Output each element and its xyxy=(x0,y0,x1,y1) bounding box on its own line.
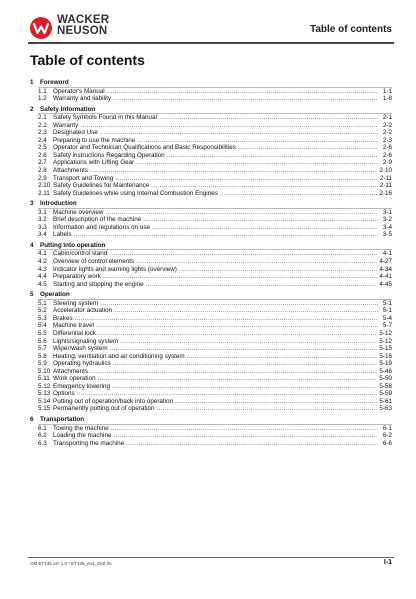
dot-leader xyxy=(167,152,378,160)
entry-number: 5.7 xyxy=(38,345,47,353)
entry-page-number: 5-15 xyxy=(379,345,392,353)
entry-number: 5.4 xyxy=(38,322,47,330)
toc-entry[interactable] xyxy=(38,315,392,323)
entry-number: 3.4 xyxy=(38,231,47,239)
entry-number: 5.5 xyxy=(38,329,47,337)
entry-page-number: 5-61 xyxy=(379,397,392,405)
toc-entry-list xyxy=(38,424,392,448)
entry-page-number: 2-1 xyxy=(382,114,392,122)
toc-entry[interactable] xyxy=(38,88,392,96)
entry-page-number: 4-45 xyxy=(379,280,392,288)
entry-page-number: 5-50 xyxy=(379,375,392,383)
section-number: 4 xyxy=(30,241,34,249)
toc-entry[interactable] xyxy=(38,137,392,145)
entry-title: Accelerator actuation xyxy=(53,307,113,315)
entry-title: Lights/signaling system xyxy=(53,337,119,345)
toc-entry[interactable] xyxy=(38,167,392,175)
entry-page-number: 6-2 xyxy=(382,432,392,440)
entry-title: Overview of control elements xyxy=(53,258,135,266)
dot-leader xyxy=(107,88,378,96)
entry-title: Safety instructions Regarding Operation xyxy=(53,151,165,159)
entry-number: 5.12 xyxy=(38,382,51,390)
entry-title: Cabin/control stand xyxy=(53,250,108,258)
dot-leader xyxy=(126,440,378,448)
toc-entry[interactable] xyxy=(38,322,392,330)
dot-leader xyxy=(179,266,377,274)
entry-page-number: 1-8 xyxy=(382,95,392,103)
toc-entry[interactable] xyxy=(38,432,392,440)
toc-entry[interactable] xyxy=(38,360,392,368)
entry-page-number: 5-12 xyxy=(379,329,392,337)
entry-title: Brief description of the machine xyxy=(53,216,142,224)
entry-number: 5.13 xyxy=(38,390,51,398)
toc-entry[interactable] xyxy=(38,258,392,266)
entry-title: Safety Guidelines for Maintenance xyxy=(53,182,150,190)
entry-title: Putting out of operation/back into operation xyxy=(53,397,174,405)
toc-entry[interactable] xyxy=(38,175,392,183)
entry-title: Machine overview xyxy=(53,208,104,216)
entry-page-number: 6-6 xyxy=(382,439,392,447)
entry-page-number: 2-2 xyxy=(382,121,392,129)
entry-number: 4.5 xyxy=(38,280,47,288)
entry-title: Safety Symbols Found in this Manual xyxy=(53,114,157,122)
toc-section-heading[interactable] xyxy=(30,416,392,424)
entry-page-number: 2-16 xyxy=(379,189,392,197)
dot-leader xyxy=(159,114,378,122)
toc-entry[interactable] xyxy=(38,307,392,315)
toc-entry-list xyxy=(38,249,392,288)
entry-page-number: 3-4 xyxy=(382,223,392,231)
toc-entry[interactable] xyxy=(38,383,392,391)
toc-section xyxy=(30,106,392,198)
dot-leader xyxy=(120,338,377,346)
toc-section xyxy=(30,291,392,413)
toc-entry[interactable] xyxy=(38,353,392,361)
toc-entry[interactable] xyxy=(38,375,392,383)
dot-leader xyxy=(77,390,378,398)
entry-number: 3.1 xyxy=(38,208,47,216)
entry-page-number: 6-1 xyxy=(382,424,392,432)
section-number: 2 xyxy=(30,105,34,113)
entry-page-number: 5-4 xyxy=(382,314,392,322)
entry-number: 2.6 xyxy=(38,151,47,159)
page-title: Table of contents xyxy=(30,52,145,68)
dot-leader xyxy=(113,360,378,368)
entry-title: Work operation xyxy=(53,375,96,383)
toc-entry[interactable] xyxy=(38,425,392,433)
dot-leader xyxy=(74,231,378,239)
dot-leader xyxy=(98,375,378,383)
entry-page-number: 4-27 xyxy=(379,258,392,266)
entry-page-number: 2-2 xyxy=(382,129,392,137)
entry-title: Machine travel xyxy=(53,322,94,330)
section-title: Operation xyxy=(40,291,70,299)
entry-title: Transporting the machine xyxy=(53,439,125,447)
page-header xyxy=(0,0,416,46)
section-title: Foreword xyxy=(40,79,69,86)
entry-title: Permanently putting out of operation xyxy=(53,405,155,413)
table-of-contents xyxy=(30,79,392,450)
toc-entry[interactable] xyxy=(38,405,392,413)
toc-entry[interactable] xyxy=(38,95,392,103)
entry-title: Warranty xyxy=(53,121,79,129)
entry-page-number: 5-58 xyxy=(379,382,392,390)
dot-leader xyxy=(220,190,378,198)
toc-entry-list xyxy=(38,208,392,239)
toc-entry[interactable] xyxy=(38,281,392,289)
entry-number: 4.1 xyxy=(38,250,47,258)
entry-page-number: 2-11 xyxy=(379,182,392,190)
entry-number: 4.3 xyxy=(38,265,47,273)
entry-number: 3.3 xyxy=(38,223,47,231)
header-divider xyxy=(28,42,394,44)
entry-page-number: 2-6 xyxy=(382,151,392,159)
entry-page-number: 5-12 xyxy=(379,337,392,345)
toc-entry[interactable] xyxy=(38,209,392,217)
entry-page-number: 4-1 xyxy=(382,250,392,258)
toc-section xyxy=(30,416,392,447)
dot-leader xyxy=(103,273,377,281)
entry-number: 5.10 xyxy=(38,367,51,375)
entry-number: 5.11 xyxy=(38,375,50,383)
toc-entry-list xyxy=(38,113,392,197)
dot-leader xyxy=(90,167,377,175)
footer-doc-id: OM ET145 us* 1.0 * ET145_en1_0VZ.fm xyxy=(30,561,112,566)
entry-number: 6.2 xyxy=(38,432,47,440)
toc-entry[interactable] xyxy=(38,273,392,281)
toc-section xyxy=(30,242,392,288)
toc-section xyxy=(30,79,392,103)
entry-page-number: 3-5 xyxy=(382,231,392,239)
dot-leader xyxy=(152,224,378,232)
dot-leader xyxy=(175,398,377,406)
dot-leader xyxy=(137,137,378,145)
toc-entry[interactable] xyxy=(38,122,392,130)
toc-entry[interactable] xyxy=(38,216,392,224)
entry-number: 1.1 xyxy=(38,87,47,95)
entry-page-number: 5-1 xyxy=(382,307,392,315)
dot-leader xyxy=(238,144,378,152)
entry-title: Applications with Lifting Gear xyxy=(53,159,135,167)
dot-leader xyxy=(151,182,378,190)
entry-number: 1.2 xyxy=(38,95,47,103)
entry-title: Labels xyxy=(53,231,72,239)
toc-entry[interactable] xyxy=(38,368,392,376)
toc-section-heading[interactable] xyxy=(30,291,392,299)
dot-leader xyxy=(187,353,378,361)
toc-entry[interactable] xyxy=(38,224,392,232)
section-title: Putting into operation xyxy=(40,241,106,249)
toc-section-heading[interactable] xyxy=(30,242,392,250)
entry-page-number: 2-10 xyxy=(379,167,392,175)
entry-page-number: 2-11 xyxy=(379,174,392,182)
entry-number: 5.9 xyxy=(38,360,47,368)
dot-leader xyxy=(146,281,378,289)
entry-title: Indicator lights and warning lights (overview) xyxy=(53,265,177,273)
toc-entry[interactable] xyxy=(38,390,392,398)
entry-title: Information and regulations on use xyxy=(53,223,150,231)
dot-leader xyxy=(143,216,378,224)
dot-leader xyxy=(111,425,378,433)
entry-page-number: 1-1 xyxy=(382,87,392,95)
entry-number: 5.1 xyxy=(38,299,47,307)
entry-number: 5.6 xyxy=(38,337,47,345)
entry-number: 2.3 xyxy=(38,129,47,137)
entry-number: 2.8 xyxy=(38,167,47,175)
entry-title: Emergency lowering xyxy=(53,382,111,390)
entry-page-number: 5-59 xyxy=(379,390,392,398)
entry-number: 2.7 xyxy=(38,159,47,167)
dot-leader xyxy=(100,300,378,308)
entry-title: Safety Guidelines while using Internal Combustion Engines xyxy=(53,189,218,197)
toc-entry[interactable] xyxy=(38,182,392,190)
dot-leader xyxy=(96,322,378,330)
dot-leader xyxy=(113,95,378,103)
entry-number: 6.1 xyxy=(38,424,47,432)
toc-entry[interactable] xyxy=(38,144,392,152)
entry-number: 2.1 xyxy=(38,114,47,122)
section-number: 6 xyxy=(30,415,34,423)
entry-title: Towing the machine xyxy=(53,424,109,432)
entry-number: 5.15 xyxy=(38,405,51,413)
entry-title: Operator and Technician Qualifications and Basic Responsibilities xyxy=(53,144,236,152)
entry-page-number: 2-9 xyxy=(382,159,392,167)
entry-title: Preparatory work xyxy=(53,273,101,281)
dot-leader xyxy=(136,159,378,167)
entry-number: 2.9 xyxy=(38,174,47,182)
entry-number: 2.4 xyxy=(38,136,47,144)
entry-number: 2.11 xyxy=(38,189,50,197)
dot-leader xyxy=(98,330,377,338)
entry-number: 2.5 xyxy=(38,144,47,152)
toc-entry[interactable] xyxy=(38,250,392,258)
toc-entry[interactable] xyxy=(38,345,392,353)
entry-title: Designated Use xyxy=(53,129,98,137)
toc-entry[interactable] xyxy=(38,330,392,338)
logo-wordmark xyxy=(57,15,109,36)
toc-entry[interactable] xyxy=(38,398,392,406)
footer-divider xyxy=(28,557,394,558)
entry-title: Attachments xyxy=(53,367,88,375)
toc-entry[interactable] xyxy=(38,266,392,274)
section-number: 3 xyxy=(30,200,34,208)
entry-number: 5.3 xyxy=(38,314,47,322)
entry-page-number: 2-3 xyxy=(382,136,392,144)
dot-leader xyxy=(100,129,378,137)
entry-number: 6.3 xyxy=(38,439,47,447)
toc-entry[interactable] xyxy=(38,114,392,122)
toc-entry[interactable] xyxy=(38,338,392,346)
entry-title: Operating hydraulics xyxy=(53,360,111,368)
toc-entry[interactable] xyxy=(38,440,392,448)
toc-section-heading[interactable] xyxy=(30,106,392,114)
entry-title: Differential lock xyxy=(53,329,96,337)
header-title: Table of contents xyxy=(309,24,392,35)
entry-title: Options xyxy=(53,390,75,398)
entry-number: 5.8 xyxy=(38,352,47,360)
entry-page-number: 2-6 xyxy=(382,144,392,152)
dot-leader xyxy=(112,383,377,391)
entry-number: 5.2 xyxy=(38,307,47,315)
entry-page-number: 5-46 xyxy=(379,367,392,375)
dot-leader xyxy=(109,250,378,258)
dot-leader xyxy=(115,175,378,183)
dot-leader xyxy=(113,432,378,440)
entry-title: Starting and stopping the engine xyxy=(53,280,144,288)
toc-entry-list xyxy=(38,87,392,103)
toc-entry[interactable] xyxy=(38,152,392,160)
entry-title: Steering system xyxy=(53,299,99,307)
section-number: 1 xyxy=(30,79,34,86)
entry-page-number: 4-41 xyxy=(379,273,392,281)
toc-entry[interactable] xyxy=(38,129,392,137)
entry-number: 4.4 xyxy=(38,273,47,281)
dot-leader xyxy=(114,307,378,315)
entry-title: Heating, ventilation and air conditioning system xyxy=(53,352,185,360)
logo-line-2: NEUSON xyxy=(57,24,108,37)
entry-title: Attachments xyxy=(53,167,88,175)
entry-title: Brakes xyxy=(53,314,73,322)
entry-title: Operator's Manual xyxy=(53,87,105,95)
wacker-neuson-logo-icon xyxy=(30,17,52,39)
entry-page-number: 4-34 xyxy=(379,265,392,273)
entry-title: Loading the machine xyxy=(53,432,112,440)
entry-number: 5.14 xyxy=(38,397,51,405)
entry-page-number: 3-2 xyxy=(382,216,392,224)
entry-page-number: 5-19 xyxy=(379,360,392,368)
dot-leader xyxy=(80,122,378,130)
toc-entry[interactable] xyxy=(38,190,392,198)
entry-number: 3.2 xyxy=(38,216,47,224)
section-title: Safety Information xyxy=(40,105,96,113)
entry-page-number: 5-16 xyxy=(379,352,392,360)
entry-title: Warranty and liability xyxy=(53,95,112,103)
entry-page-number: 5-63 xyxy=(379,405,392,413)
section-number: 5 xyxy=(30,291,34,299)
entry-title: Transport and Towing xyxy=(53,174,114,182)
dot-leader xyxy=(105,209,378,217)
dot-leader xyxy=(157,405,378,413)
toc-section-heading[interactable] xyxy=(30,79,392,87)
dot-leader xyxy=(75,315,378,323)
entry-page-number: 5-7 xyxy=(382,322,392,330)
toc-entry[interactable] xyxy=(38,231,392,239)
entry-page-number: 3-1 xyxy=(382,208,392,216)
section-title: Transportation xyxy=(40,415,85,423)
entry-number: 4.2 xyxy=(38,258,47,266)
toc-section xyxy=(30,200,392,239)
entry-page-number: 5-1 xyxy=(382,299,392,307)
toc-entry[interactable] xyxy=(38,159,392,167)
logo-line-1: WACKER xyxy=(57,14,110,26)
toc-section-heading[interactable] xyxy=(30,200,392,208)
entry-title: Wiper/wash system xyxy=(53,345,108,353)
toc-entry-list xyxy=(38,299,392,413)
entry-number: 2.10 xyxy=(38,182,51,190)
section-title: Introduction xyxy=(40,200,77,208)
entry-number: 2.2 xyxy=(38,121,47,129)
dot-leader xyxy=(110,345,378,353)
toc-entry[interactable] xyxy=(38,300,392,308)
dot-leader xyxy=(136,258,377,266)
entry-title: Preparing to use the machine xyxy=(53,136,136,144)
footer-page-number: I-1 xyxy=(383,559,392,566)
dot-leader xyxy=(90,368,377,376)
